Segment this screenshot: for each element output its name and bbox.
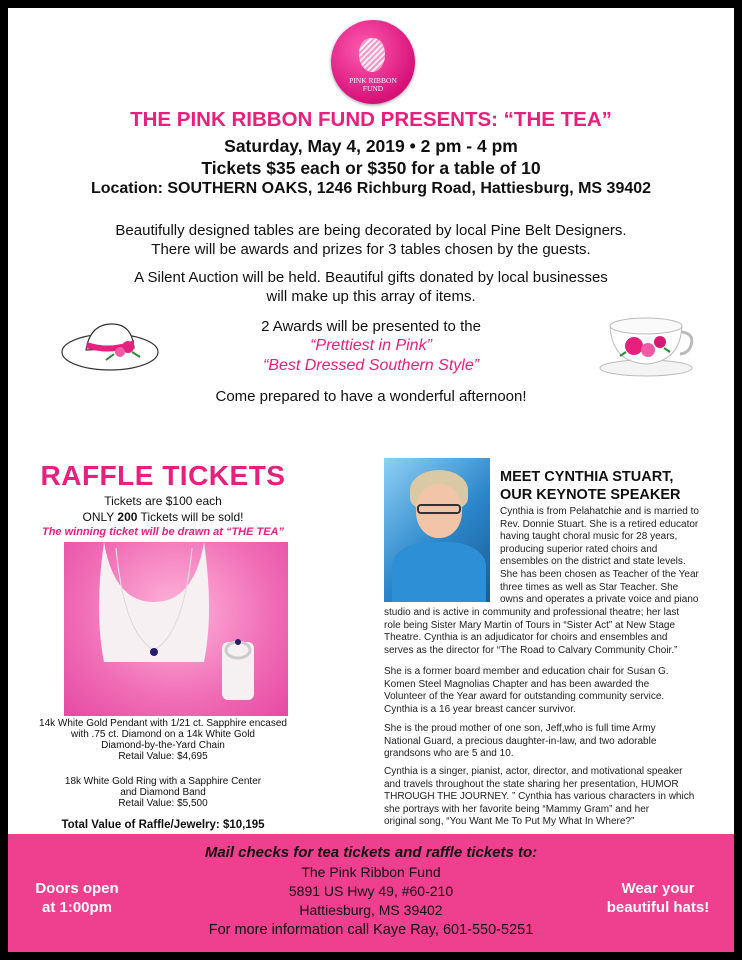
necklace-photo <box>64 542 288 716</box>
event-date: Saturday, May 4, 2019 • 2 pm - 4 pm <box>224 136 518 156</box>
speaker-bio-volunteer: She is a former board member and education chair for Susan G. Komen Steel Magnolias Chapter and has been awarded the Volunteer of the Year award for outstanding community service. Cynthia is a 16 year breast cancer survivor. <box>384 666 669 715</box>
flyer <box>8 8 734 952</box>
speaker-bio-performance: Cynthia is a singer, pianist, actor, director, and motivational speaker and travels throughout the state sharing her presentation, HUMOR THROUGH THE JOURNEY. ” Cynthia has various characters in which she portrays with her favorite being “Mammy Gram” and her original song, “You Want Me To Put My What In Where?” <box>384 766 695 828</box>
speaker-heading: MEET CYNTHIA STUART, OUR KEYNOTE SPEAKER <box>500 469 681 503</box>
raffle-title: RAFFLE TICKETS <box>40 460 286 491</box>
doors-open-note: Doors open at 1:00pm <box>35 880 119 916</box>
mail-address-line1: 5891 US Hwy 49, #60-210 <box>288 883 454 899</box>
necklace-and-ring-image <box>64 542 288 716</box>
speaker-bio-theatre: studio and is active in community and professional theatre; her last role being Sister Mary Martin of Tours in “Sister Act” at New Stage Theatre. Cynthia is an adjudicator for choirs and ensembles and serves as the director for “The Road to Calvary Community Choir.” <box>384 607 680 656</box>
intro-line: A Silent Auction will be held. Beautiful gifts donated by local businesses <box>134 269 608 286</box>
speaker-bio-family: She is the proud mother of one son, Jeff,who is full time Army National Guard, a precious daughter-in-law, and two adorable grandsons who are 5 and 10. <box>384 723 657 760</box>
awards-intro: 2 Awards will be presented to the <box>261 318 481 335</box>
award-prettiest-in-pink: “Prettiest in Pink” <box>310 337 432 354</box>
more-info-line: For more information call Kaye Ray, 601-550-5251 <box>208 922 534 938</box>
intro-line: Beautifully designed tables are being decorated by local Pine Belt Designers. <box>115 222 627 239</box>
award-best-dressed: “Best Dressed Southern Style” <box>262 357 480 374</box>
raffle-drawing-note: The winning ticket will be drawn at “THE TEA” <box>41 526 285 538</box>
sun-hat-icon <box>60 314 160 374</box>
intro-line: There will be awards and prizes for 3 tables chosen by the guests. <box>151 241 591 258</box>
wear-hats-note: Wear your beautiful hats! <box>606 880 710 916</box>
footer-band <box>8 834 734 952</box>
pinecone-icon <box>359 38 385 72</box>
raffle-price: Tickets are $100 each <box>104 494 222 508</box>
raffle-item-pendant: 14k White Gold Pendant with 1/21 ct. Sapphire encased with .75 ct. Diamond on a 14k White Gold Diamond-by-the-Yard Chain Retail Value: $4,695 <box>39 718 287 762</box>
event-location: Location: SOUTHERN OAKS, 1246 Richburg Road, Hattiesburg, MS 39402 <box>90 180 652 197</box>
teacup-icon <box>598 306 698 378</box>
raffle-item-ring: 18k White Gold Ring with a Sapphire Center and Diamond Band Retail Value: $5,500 <box>64 776 262 809</box>
mail-address-line2: Hattiesburg, MS 39402 <box>299 902 443 918</box>
logo-text: PINK RIBBON FUND <box>349 76 397 93</box>
intro-line: will make up this array of items. <box>266 288 476 305</box>
mail-org: The Pink Ribbon Fund <box>301 864 441 880</box>
event-ticket-price: Tickets $35 each or $350 for a table of 10 <box>201 158 541 178</box>
event-title: THE PINK RIBBON FUND PRESENTS: “THE TEA” <box>130 108 612 131</box>
speaker-photo <box>384 458 490 602</box>
pink-ribbon-fund-logo <box>331 20 415 104</box>
mail-checks-heading: Mail checks for tea tickets and raffle tickets to: <box>204 844 538 861</box>
speaker-bio-intro: Cynthia is from Pelahatchie and is married to Rev. Donnie Stuart. She is a retired educator having taught choral music for 28 years, producing superior rated choirs and ensembles on the district and state levels. She has been chosen as Teacher of the Year three times as well as Star Teacher. She owns and operates a private voice and piano <box>500 506 699 606</box>
closing-line: Come prepared to have a wonderful afternoon! <box>215 388 527 405</box>
raffle-total-value: Total Value of Raffle/Jewelry: $10,195 <box>61 819 265 831</box>
raffle-limit: ONLY 200 Tickets will be sold! <box>82 510 244 524</box>
